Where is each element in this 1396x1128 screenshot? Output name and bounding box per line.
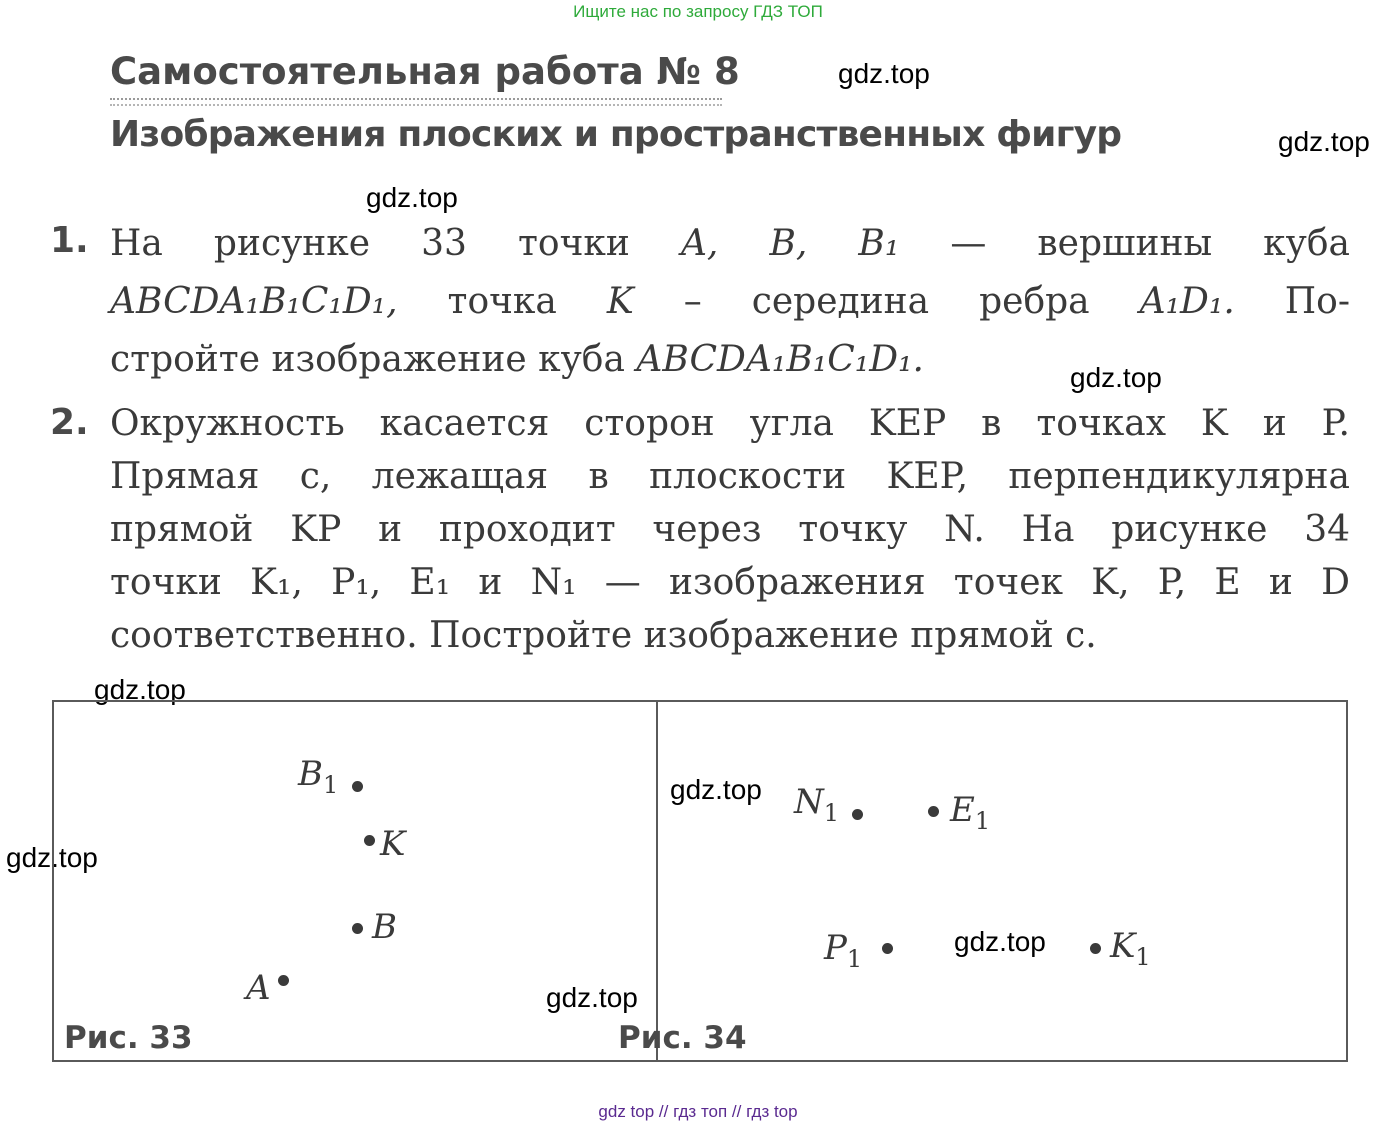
watermark: gdz.top [838, 58, 930, 89]
point-dot-b1 [352, 781, 363, 792]
figure-34-caption: Рис. 34 [618, 1020, 747, 1056]
bottom-links[interactable]: gdz top // гдз топ // гдз top [598, 1102, 798, 1121]
math: ABCDA₁B₁C₁D₁. [636, 339, 924, 380]
point-dot-p1 [882, 943, 893, 954]
problem-1-line-3 [110, 334, 1350, 386]
point-dot-k [364, 835, 375, 846]
page-subtitle: Изображения плоских и пространственных фигур [110, 114, 1122, 155]
point-label-b1: $B_1$ [298, 754, 339, 799]
point-label-n1: $N_1$ [794, 782, 840, 827]
figures-divider [656, 702, 658, 1060]
watermark: gdz.top [954, 926, 1046, 957]
figures-frame [52, 700, 1348, 1062]
word: 33 [421, 223, 467, 264]
math: K [606, 281, 634, 322]
problem-2-line-4: точки K₁, P₁, E₁ и N₁ — изображения точек K, P, E и D [110, 562, 1350, 603]
point-dot-n1 [852, 809, 863, 820]
problem-1-line-2 [110, 276, 1350, 328]
watermark: gdz.top [366, 182, 458, 213]
point-dot-e1 [928, 806, 939, 817]
word: ребра [979, 281, 1090, 322]
point-label-a: A [246, 968, 271, 1008]
word: На [110, 223, 163, 264]
watermark: gdz.top [94, 674, 186, 705]
problem-2-line-2: Прямая c, лежащая в плоскости KEP, перпендикулярна [110, 456, 1350, 497]
watermark: gdz.top [670, 774, 762, 805]
point-label-b: B [372, 907, 397, 947]
word: вершины [1037, 223, 1213, 264]
title-underline [110, 98, 722, 106]
problem-1-line-1 [110, 218, 1350, 270]
word: середина [751, 281, 930, 322]
math: A₁D₁. [1139, 281, 1235, 322]
watermark: gdz.top [546, 982, 638, 1013]
math: ABCDA₁B₁C₁D₁, [110, 281, 398, 322]
point-label-k1: $K_1$ [1110, 926, 1151, 971]
page-title: Самостоятельная работа № 8 [110, 50, 740, 93]
word: точки [518, 223, 630, 264]
word: стройте изображение куба [110, 339, 625, 380]
word: рисунке [213, 223, 371, 264]
problem-2-line-1: Окружность касается сторон угла KEP в точках K и P. [110, 403, 1350, 444]
point-dot-b [352, 923, 363, 934]
problem-2-line-5: соответственно. Постройте изображение прямой c. [110, 615, 1097, 656]
math: A, [680, 223, 719, 264]
watermark: gdz.top [6, 842, 98, 873]
point-label-e1: $E_1$ [950, 790, 991, 835]
problem-1-number: 1. [50, 220, 89, 261]
watermark: gdz.top [1278, 126, 1370, 157]
math: B₁ [858, 223, 900, 264]
top-search-link[interactable]: Ищите нас по запросу ГДЗ ТОП [573, 2, 823, 21]
point-dot-k1 [1090, 943, 1101, 954]
point-label-p1: $P_1$ [824, 928, 863, 973]
problem-2-line-3: прямой KP и проходит через точку N. На рисунке 34 [110, 509, 1350, 550]
word: куба [1263, 223, 1350, 264]
math: B, [769, 223, 808, 264]
word: точка [447, 281, 557, 322]
word: — [950, 223, 987, 264]
point-dot-a [278, 975, 289, 986]
figure-33-caption: Рис. 33 [64, 1020, 193, 1056]
point-label-k: K [380, 824, 406, 864]
word: – [683, 281, 702, 322]
word: По- [1284, 281, 1350, 322]
watermark: gdz.top [1070, 362, 1162, 393]
problem-2-number: 2. [50, 402, 89, 443]
